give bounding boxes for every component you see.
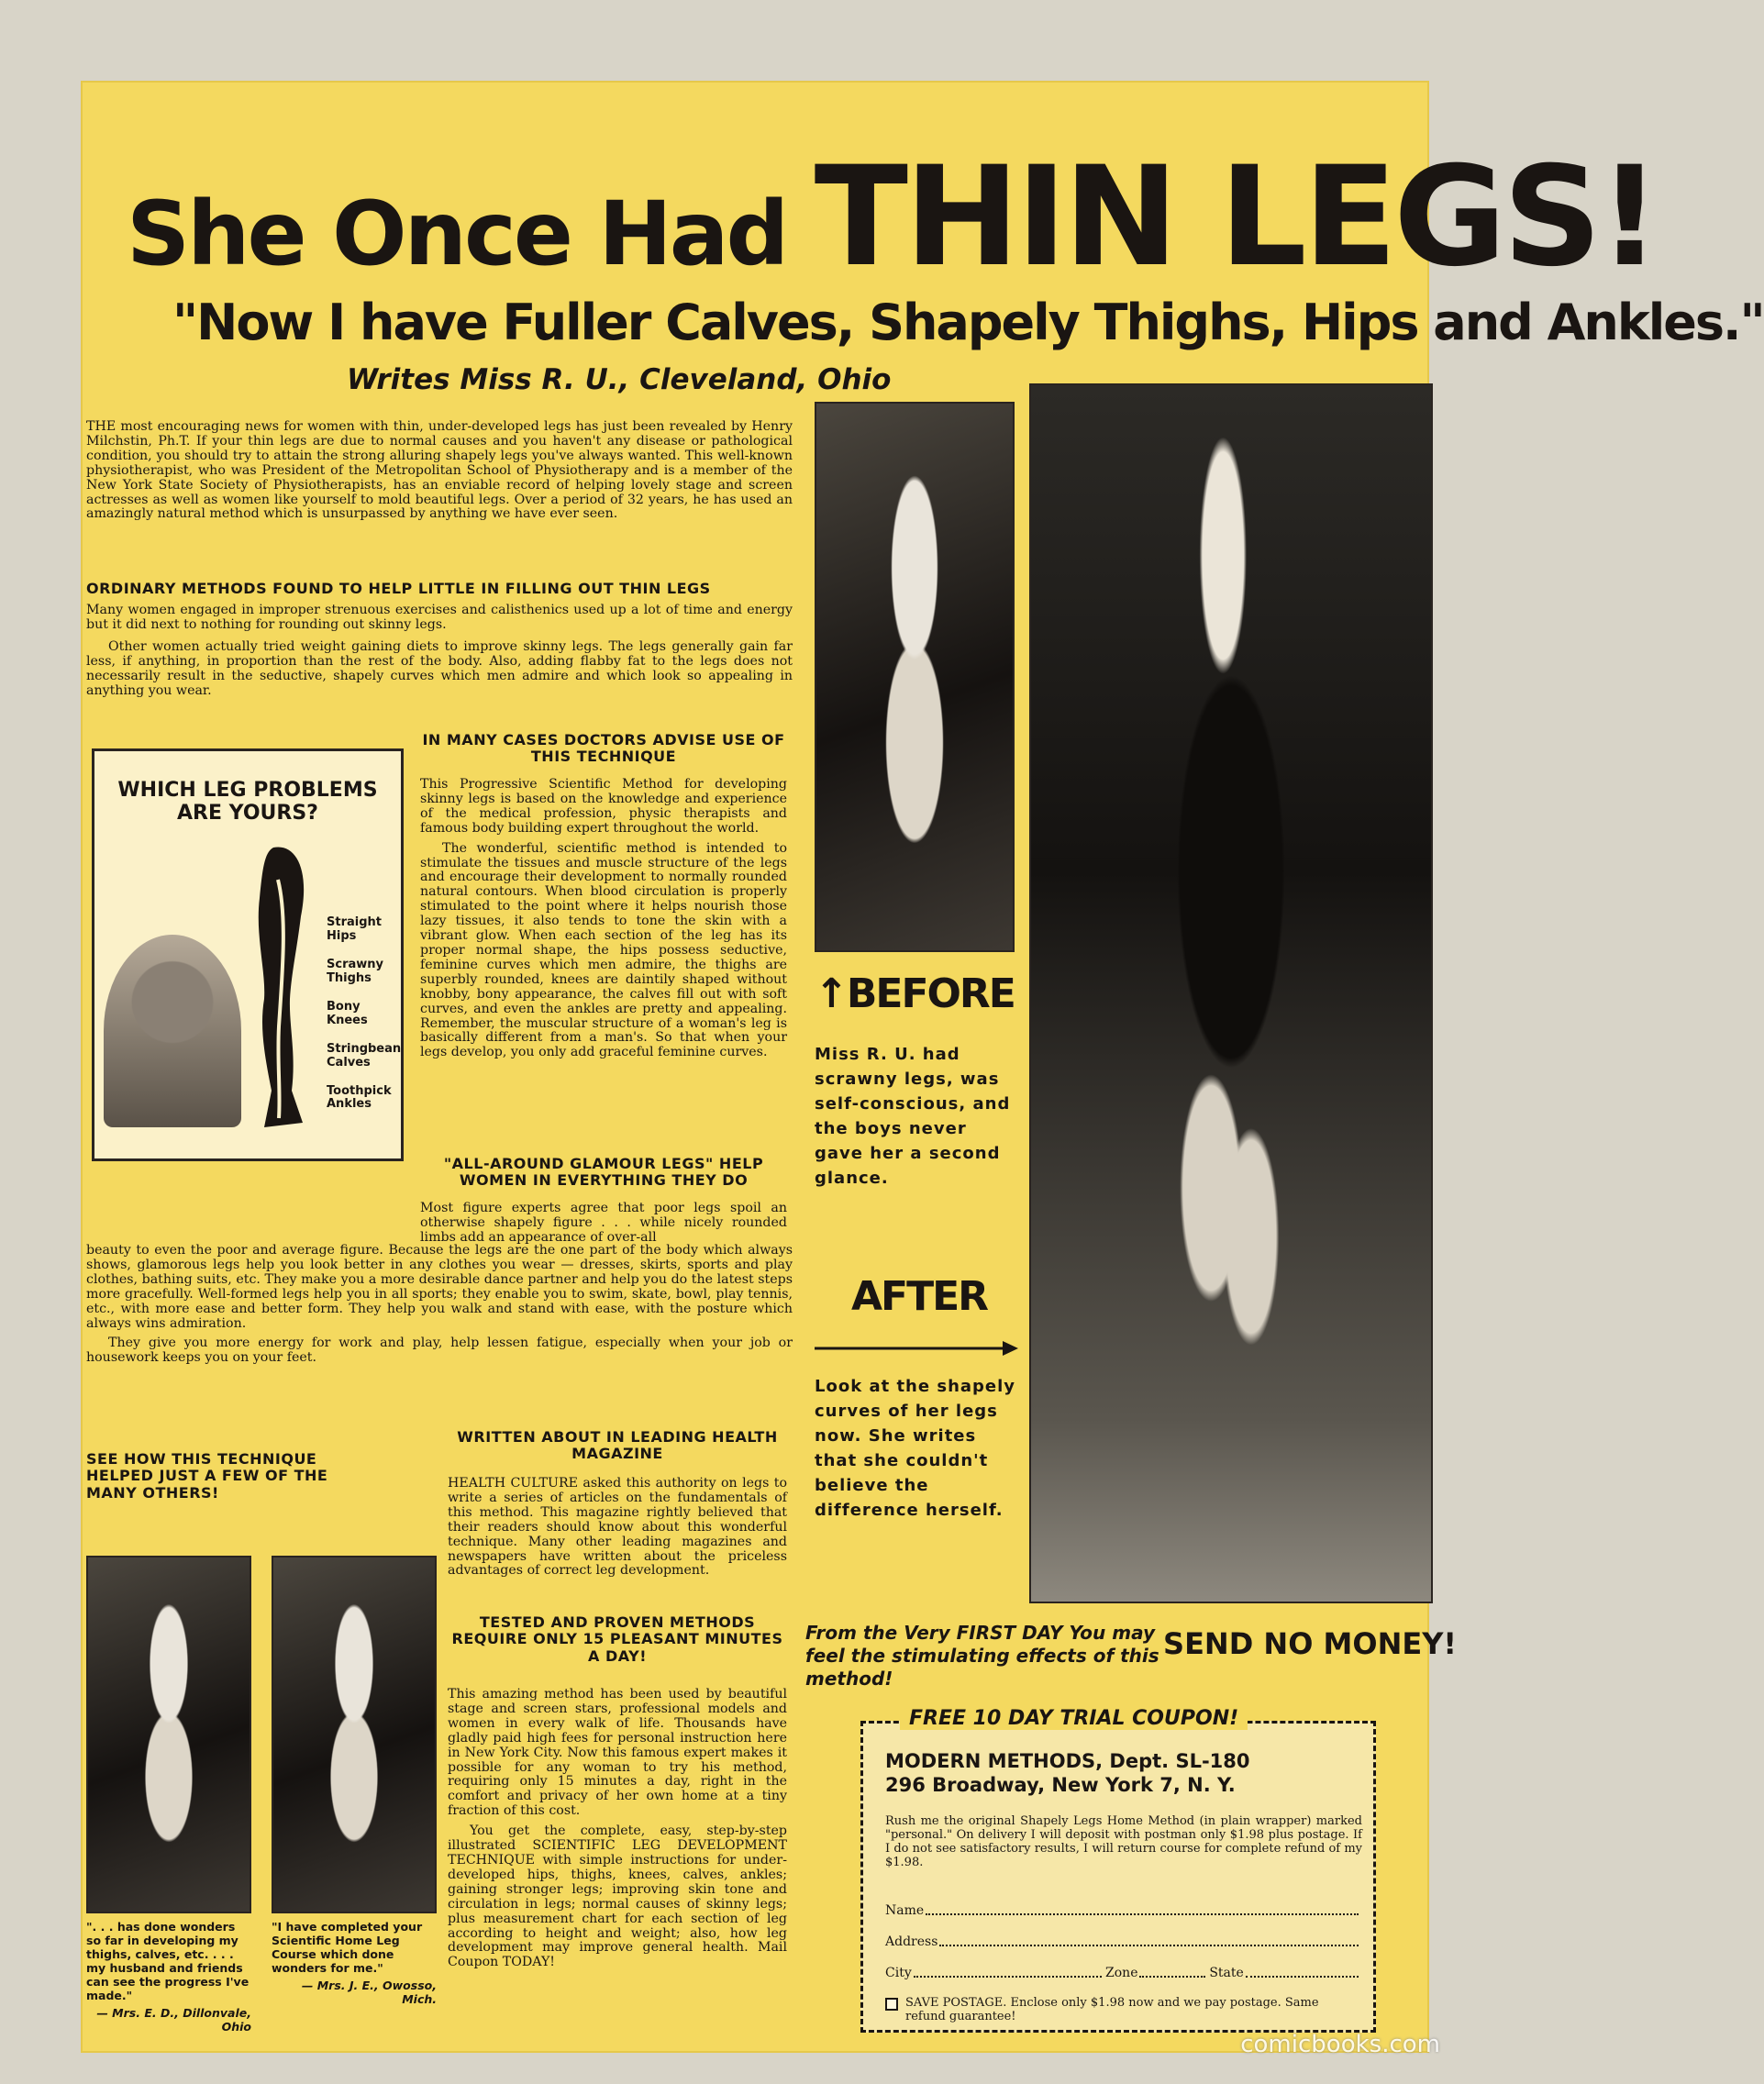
after-label: AFTER xyxy=(851,1273,988,1320)
save-postage-checkbox[interactable] xyxy=(885,1998,898,2011)
testimonial-ed xyxy=(86,1920,251,2034)
section-heading-see-how: SEE HOW THIS TECHNIQUE HELPED JUST A FEW OF THE MANY OTHERS! xyxy=(86,1450,328,1502)
save-postage-label: SAVE POSTAGE. Enclose only $1.98 now and we pay postage. Same refund guarantee! xyxy=(905,1996,1319,2023)
paragraph: This amazing method has been used by beautiful stage and screen stars, professional models and women in every walk of life. Thousands have gladly paid high fees for personal instruction here in New York City. Now this famous expert makes it possible for any woman to try his method, requiring only 15 minutes a day, right in the comfort and privacy of her own home at a tiny fraction of this cost. xyxy=(448,1687,787,1819)
paragraph: Many women engaged in improper strenuous exercises and calisthenics used up a lot of time and energy but it did next to nothing for rounding out skinny legs. xyxy=(86,603,793,632)
trial-coupon xyxy=(860,1707,1376,2033)
section-heading-doctors-advise: IN MANY CASES DOCTORS ADVISE USE OF THIS TECHNIQUE xyxy=(422,731,785,766)
before-caption: Miss R. U. had scrawny legs, was self-conscious, and the boys never gave her a second glance. xyxy=(815,1045,1011,1188)
headline-part1: She Once Had xyxy=(127,183,815,285)
after-caption: Look at the shapely curves of her legs now. She writes that she couldn't believe the difference herself. xyxy=(815,1377,1016,1520)
address-field[interactable]: Address xyxy=(885,1934,1362,1949)
leg-problems-box xyxy=(92,748,404,1161)
headline xyxy=(127,138,1658,297)
section-heading-glamour-legs: "ALL-AROUND GLAMOUR LEGS" HELP WOMEN IN EVERYTHING THEY DO xyxy=(443,1155,764,1190)
leg-diagram-icon xyxy=(246,843,319,1136)
paragraph: This Progressive Scientific Method for developing skinny legs is based on the knowledge and experience of the medical profession, physic therapists and famous body building expert throughout the world. xyxy=(420,777,787,836)
section-tested-methods-text xyxy=(448,1688,787,1970)
leg-problem-item: Scrawny Thighs xyxy=(327,957,383,985)
paragraph: beauty to even the poor and average figure. Because the legs are the one part of the body which always shows, glamorous legs help you look better in any clothes you wear — dresses, skirts, sports and play clothes, bathing suits, etc. They make you a more desirable dance partner and help you do the latest steps more gracefully. Well-formed legs help you in all sports; they enable you to swim, skate, bowl, play tennis, etc., with more ease and better form. They help you walk and stand with ease, with the posture which always wins admiration. xyxy=(86,1243,793,1331)
testimonial-signature: — Mrs. E. D., Dillonvale, Ohio xyxy=(96,2006,251,2034)
before-label: ↑BEFORE xyxy=(815,970,1015,1017)
testimonial-photo xyxy=(272,1556,437,1913)
city-zone-state-field[interactable]: City Zone State xyxy=(885,1966,1362,1980)
leg-problems-title: WHICH LEG PROBLEMS ARE YOURS? xyxy=(117,779,378,826)
section-heading-ordinary-methods: ORDINARY METHODS FOUND TO HELP LITTLE IN FILLING OUT THIN LEGS xyxy=(86,580,711,597)
section-heading-tested-methods: TESTED AND PROVEN METHODS REQUIRE ONLY 15 PLEASANT MINUTES A DAY! xyxy=(451,1613,783,1665)
testimonial-photo xyxy=(86,1556,251,1913)
after-photo xyxy=(1029,383,1433,1603)
expert-photo xyxy=(104,935,241,1127)
arrow-right-icon xyxy=(815,1339,1021,1358)
section-glamour-legs-text xyxy=(86,1244,793,1366)
send-no-money: SEND NO MONEY! xyxy=(1163,1626,1457,1661)
coupon-body: Rush me the original Shapely Legs Home Method (in plain wrapper) marked "personal." On delivery I will deposit with postman only $1.98 plus postage. If I do not see satisfactory results, I will return course for complete refund of my $1.98. xyxy=(885,1814,1362,1869)
byline: Writes Miss R. U., Cleveland, Ohio xyxy=(347,363,892,396)
paragraph: Other women actually tried weight gaining diets to improve skinny legs. The legs generally gain far less, if anything, in proportion than the rest of the body. Also, adding flabby fat to the legs does not necessarily result in the seductive, shapely curves which men admire and which look so appealing in anything you wear. xyxy=(86,638,793,698)
subheadline: "Now I have Fuller Calves, Shapely Thighs, Hips and Ankles." xyxy=(172,294,1764,351)
testimonial-quote: ". . . has done wonders so far in developing my thighs, calves, etc. . . . my husband and friends can see the progress I've made." xyxy=(86,1920,250,2002)
leg-problem-item: Stringbean Calves xyxy=(327,1041,402,1070)
coupon-company: MODERN METHODS, Dept. SL-180 296 Broadway, New York 7, N. Y. xyxy=(885,1750,1250,1797)
intro-paragraph: THE most encouraging news for women with thin, under-developed legs has just been revealed by Henry Milchstin, Ph.T. If your thin legs are due to normal causes and you haven't any disease or pathological condition, you should try to attain the strong alluring shapely legs you've always wanted. This well-known physiotherapist, who was President of the Metropolitan School of Physiotherapy and is a member of the New York State Society of Physiotherapists, has an enviable record of helping lovely stage and screen actresses as well as women like yourself to mold beautiful legs. Over a period of 32 years, he has used an amazingly natural method which is unsurpassed by anything we have ever seen. xyxy=(86,419,793,522)
headline-part2: THIN LEGS! xyxy=(814,138,1658,297)
advertisement-page xyxy=(81,81,1764,2053)
leg-problem-item: Bony Knees xyxy=(327,999,368,1027)
section-ordinary-methods-text xyxy=(86,604,793,698)
before-photo xyxy=(815,402,1015,952)
section-doctors-advise-text xyxy=(420,778,787,1060)
paragraph: They give you more energy for work and play, help lessen fatigue, especially when your job or housework keeps you on your feet. xyxy=(86,1336,793,1366)
testimonial-signature: — Mrs. J. E., Owosso, Mich. xyxy=(301,1979,437,2006)
paragraph: HEALTH CULTURE asked this authority on legs to write a series of articles on the fundamentals of this method. This magazine rightly believed that their readers should know about this wonderful technique. Many other leading magazines and newspapers have written about the priceless advantages of correct leg development. xyxy=(448,1476,787,1579)
testimonial-quote: "I have completed your Scientific Home Leg Course which done wonders for me." xyxy=(272,1920,423,1975)
leg-problem-item: Straight Hips xyxy=(327,915,382,943)
watermark: comicbooks.com xyxy=(1240,2031,1440,2058)
testimonial-je xyxy=(272,1920,437,2006)
leg-problems-list xyxy=(327,916,400,1126)
section-heading-health-magazine: WRITTEN ABOUT IN LEADING HEALTH MAGAZINE xyxy=(457,1428,778,1463)
paragraph: The wonderful, scientific method is intended to stimulate the tissues and muscle structure of the legs and encourage their development to normally rounded natural contours. When blood circulation is properly stimulated to the point where it helps nourish those lazy tissues, it also tends to tone the skin with a vibrant glow. When each section of the leg has its proper normal shape, the hips possess seductive, feminine curves which men admire, the thighs are superbly rounded, knees are daintily shaped without knobby, bony appearance, the calves fill out with soft curves, and even the ankles are pretty and appealing. Remember, the muscular structure of a woman's leg is basically different from a man's. So that when your legs develop, you only add graceful feminine curves. xyxy=(420,840,787,1060)
paragraph: Most figure experts agree that poor legs spoil an otherwise shapely figure . . . while nicely rounded limbs add an appearance of over-all xyxy=(420,1201,787,1245)
paragraph: You get the complete, easy, step-by-step illustrated SCIENTIFIC LEG DEVELOPMENT TECHNIQUE with simple instructions for under-developed hips, thighs, knees, calves, ankles; gaining stronger legs; improving skin tone and circulation in legs; normal causes of skinny legs; plus measurement chart for each section of leg according to height and weight; also, how leg development may improve general health. Mail Coupon TODAY! xyxy=(448,1824,787,1970)
first-day-text: From the Very FIRST DAY You may feel the stimulating effects of this method! xyxy=(805,1622,1159,1690)
coupon-title: FREE 10 DAY TRIAL COUPON! xyxy=(900,1707,1248,1730)
arrow-up-icon: ↑ xyxy=(815,970,847,1017)
name-field[interactable]: Name xyxy=(885,1903,1362,1918)
save-postage-option[interactable] xyxy=(885,1997,1362,2024)
leg-problem-item: Toothpick Ankles xyxy=(327,1083,392,1112)
